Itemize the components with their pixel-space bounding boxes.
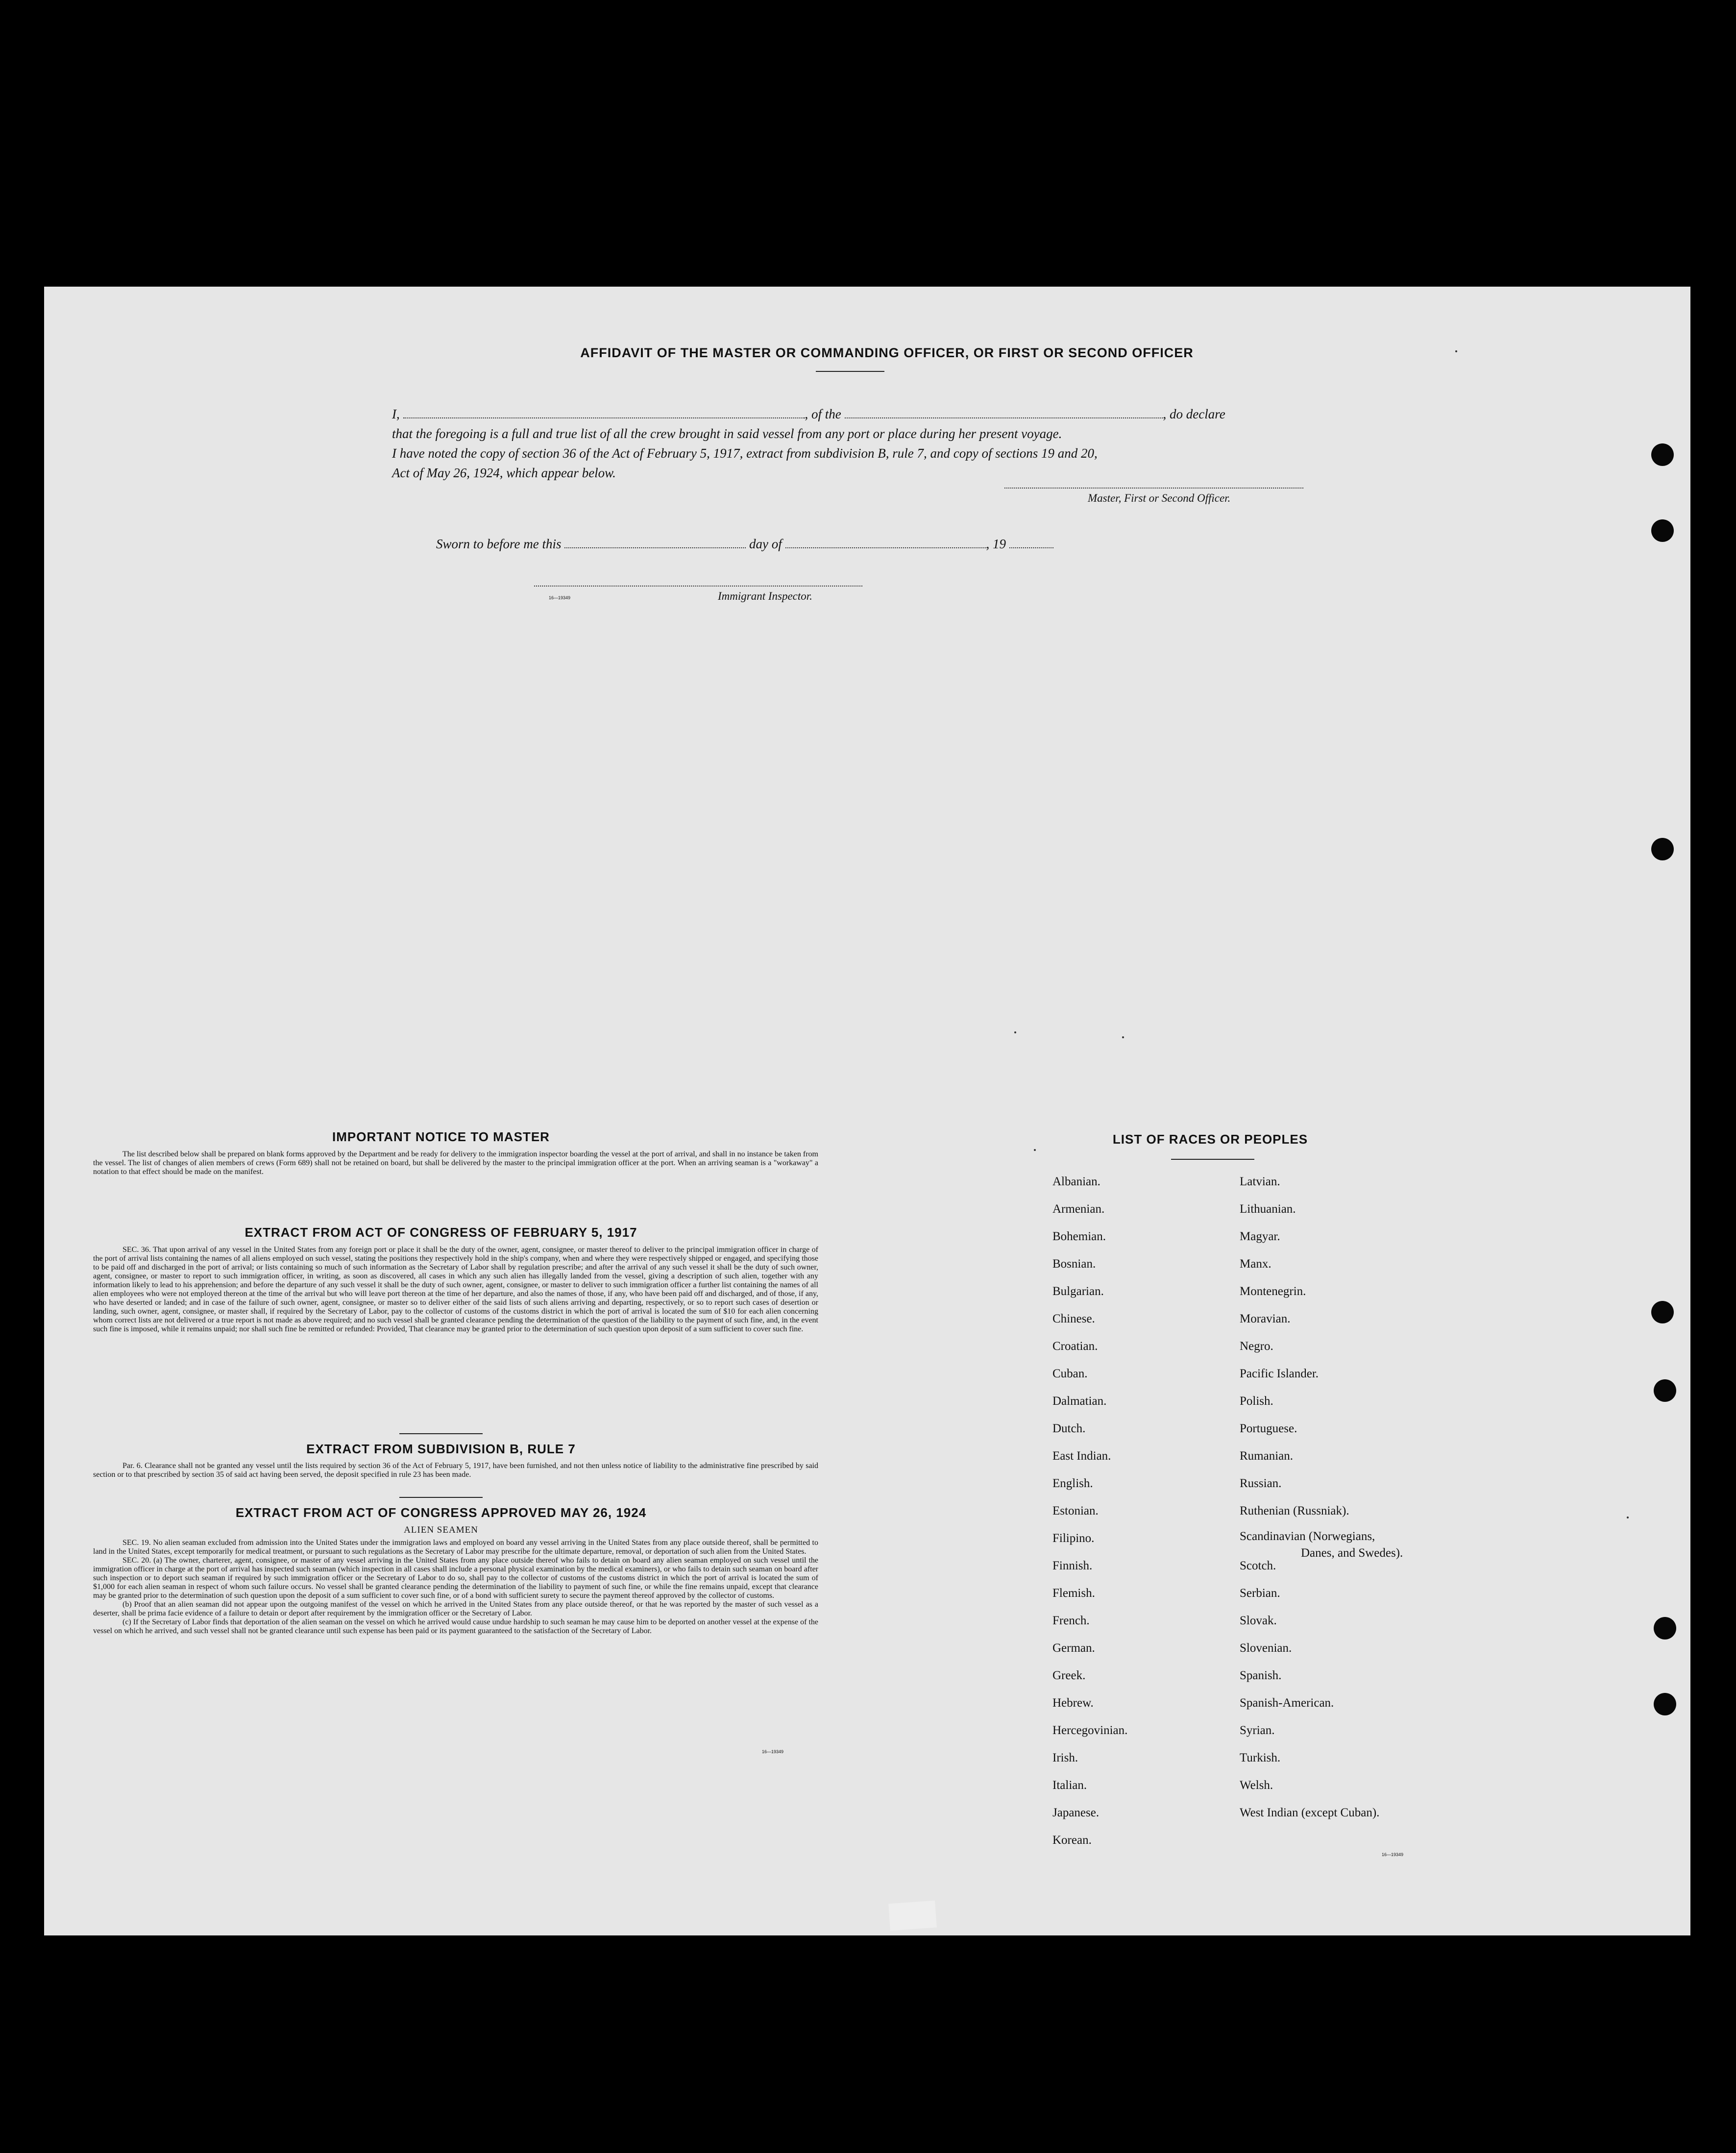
rule7-text: Par. 6. Clearance shall not be granted any vessel until the lists required by section 36 of the Act of February 5, 1917, have been furnished, and not then unless notice of liability to the administrative fine prescribed by said section or to that prescribed by section 35 of said act having been served, the deposit specified in rule 23 has been made. — [93, 1462, 818, 1479]
sec20c-text: (c) If the Secretary of Labor finds that deportation of the alien seaman on the vessel on which he arrived would cause undue hardship to such seaman he may cause him to be deported on another vessel at the expense of the vessel on which he arrived, and such vessel shall not be granted clearance until such expense has been paid or its payment guaranteed to the satisfaction of the Secretary of Labor. — [93, 1618, 818, 1635]
declaration-i: I, — [392, 407, 400, 421]
race-item: Portuguese. — [1240, 1422, 1297, 1435]
document-sheet — [44, 287, 1690, 1935]
vessel-blank[interactable] — [845, 407, 1163, 418]
race-item: Korean. — [1052, 1834, 1092, 1847]
race-item: Montenegrin. — [1240, 1285, 1306, 1298]
race-item: French. — [1052, 1614, 1090, 1627]
sworn-year-prefix: , 19 — [986, 537, 1006, 551]
race-item: Bohemian. — [1052, 1230, 1106, 1243]
race-item: Hercegovinian. — [1052, 1724, 1128, 1737]
sworn-text: Sworn to before me this — [436, 537, 562, 551]
race-item: Serbian. — [1240, 1587, 1280, 1600]
races-title: LIST OF RACES OR PEOPLES — [1112, 1132, 1308, 1147]
affidavit-form-number: 16—19349 — [549, 595, 571, 600]
sworn-month-blank[interactable] — [785, 537, 986, 548]
race-item: Bosnian. — [1052, 1257, 1096, 1271]
race-item: Scandinavian (Norwegians, — [1240, 1530, 1375, 1543]
race-item: Slovak. — [1240, 1614, 1277, 1627]
scan-speck — [1034, 1149, 1036, 1151]
race-item: Scotch. — [1240, 1559, 1276, 1572]
affidavit-declaration — [392, 404, 1323, 483]
races-form-number: 16—19349 — [1382, 1852, 1404, 1857]
race-item: Spanish. — [1240, 1669, 1282, 1682]
race-item: Hebrew. — [1052, 1696, 1094, 1710]
race-item: Rumanian. — [1240, 1449, 1294, 1463]
scan-speck — [1455, 350, 1457, 352]
race-item: Welsh. — [1240, 1779, 1273, 1792]
punch-hole — [1651, 1301, 1674, 1323]
race-item: English. — [1052, 1477, 1093, 1490]
race-item: Pacific Islander. — [1240, 1367, 1319, 1380]
race-item: Bulgarian. — [1052, 1285, 1104, 1298]
extract-1917-title: EXTRACT FROM ACT OF CONGRESS OF FEBRUARY 5, 1917 — [245, 1225, 637, 1240]
inspector-label: Immigrant Inspector. — [718, 590, 812, 602]
race-item: Albanian. — [1052, 1175, 1100, 1188]
declaration-do-declare: , do declare — [1163, 407, 1225, 421]
race-item: Filipino. — [1052, 1532, 1095, 1545]
punch-hole — [1651, 443, 1674, 466]
affidavit-title: AFFIDAVIT OF THE MASTER OR COMMANDING OFFICER, OR FIRST OR SECOND OFFICER — [580, 345, 1194, 360]
declaration-of-the: , of the — [805, 407, 841, 421]
race-item: Manx. — [1240, 1257, 1271, 1271]
divider-2 — [399, 1497, 483, 1498]
race-item: Dalmatian. — [1052, 1395, 1107, 1408]
master-signature-label: Master, First or Second Officer. — [1088, 492, 1231, 504]
title-rule — [816, 371, 884, 372]
declaration-line-3: I have noted the copy of section 36 of the Act of February 5, 1917, extract from subdivision B, rule 7, and copy of sections 19 and 20, — [392, 446, 1098, 461]
extract-form-number: 16—19349 — [762, 1749, 784, 1754]
sworn-day-of: day of — [749, 537, 782, 551]
race-item: Estonian. — [1052, 1504, 1099, 1517]
notice-text: The list described below shall be prepared on blank forms approved by the Department and be ready for delivery to the immigration inspector boarding the vessel at the port of arrival, and shall in no instance be taken from the vessel. The list of changes of alien members of crews (Form 689) shall not be retained on board, but shall be delivered by the master to the principal immigration officer at the port. When an arriving seaman is a "workaway" a notation to that effect should be made on the manifest. — [93, 1150, 818, 1176]
sec20a-text: SEC. 20. (a) The owner, charterer, agent, consignee, or master of any vessel arriving in the United States from any place outside thereof who fails to detain on board any alien seaman employed on such vessel until the immigration officer in charge at the port of arrival has inspected such seaman (which inspection in all cases shall include a personal physical examination by the medical examiners), or who fails to detain such seaman on board after such inspection or to deport such seaman if required by such immigration officer or the Secretary of Labor to do so, shall pay to the collector of customs of the customs district in which the port of arrival is located the sum of $1,000 for each alien seaman in respect of whom such failure occurs. No vessel shall be granted clearance pending the determination of the liability to payment of such fine, or while the fine remains unpaid, except that clearance may be granted prior to the determination of such question upon the deposit of a sum sufficient to cover such fine, or of a bond with sufficient surety to secure the payment thereof approved by the collector of customs. — [93, 1556, 818, 1600]
race-item: Armenian. — [1052, 1202, 1105, 1216]
race-item: Irish. — [1052, 1751, 1078, 1764]
race-item: Spanish-American. — [1240, 1696, 1334, 1710]
punch-hole — [1654, 1617, 1676, 1639]
sec19-text: SEC. 19. No alien seaman excluded from admission into the United States under the immigration laws and employed on board any vessel arriving in the United States from any place outside thereof, shall be permitted to land in the United States, except temporarily for medical treatment, or pursuant to such regulations as the Secretary of Labor may prescribe for the ultimate departure, removal, or deportation of such alien from the United States. — [93, 1539, 818, 1556]
race-item: Flemish. — [1052, 1587, 1095, 1600]
race-item: Chinese. — [1052, 1312, 1095, 1325]
race-item: East Indian. — [1052, 1449, 1111, 1463]
race-item: Syrian. — [1240, 1724, 1275, 1737]
notice-title: IMPORTANT NOTICE TO MASTER — [332, 1129, 550, 1144]
declaration-line-2: that the foregoing is a full and true list of all the crew brought in said vessel from any port or place during her present voyage. — [392, 426, 1062, 441]
race-item: Russian. — [1240, 1477, 1282, 1490]
race-item: Magyar. — [1240, 1230, 1280, 1243]
race-item: Dutch. — [1052, 1422, 1086, 1435]
scan-speck — [1122, 1036, 1124, 1038]
paper-tab — [888, 1901, 937, 1931]
extract-1924-subtitle: ALIEN SEAMEN — [404, 1525, 478, 1535]
sworn-day-blank[interactable] — [564, 537, 746, 548]
punch-hole — [1651, 519, 1674, 542]
race-item: Danes, and Swedes). — [1301, 1546, 1403, 1560]
punch-hole — [1654, 1379, 1676, 1402]
race-item: Negro. — [1240, 1340, 1273, 1353]
punch-hole — [1651, 838, 1674, 860]
sec20b-text: (b) Proof that an alien seaman did not appear upon the outgoing manifest of the vessel on which he arrived in the United States from any place outside thereof, or that he was reported by the master of such vessel as a deserter, shall be prima facie evidence of a failure to detain or deport after requirement by the immigration officer or the Secretary of Labor. — [93, 1600, 818, 1617]
extract-1924-title: EXTRACT FROM ACT OF CONGRESS APPROVED MAY 26, 1924 — [235, 1505, 647, 1520]
race-item: Turkish. — [1240, 1751, 1281, 1764]
race-item: Croatian. — [1052, 1340, 1098, 1353]
race-item: Japanese. — [1052, 1806, 1100, 1819]
scan-speck — [1627, 1517, 1629, 1518]
race-item: Italian. — [1052, 1779, 1087, 1792]
race-item: Lithuanian. — [1240, 1202, 1296, 1216]
race-item: Ruthenian (Russniak). — [1240, 1504, 1349, 1517]
races-rule — [1171, 1159, 1254, 1160]
inspector-signature-line[interactable] — [534, 586, 862, 587]
extract-1924-body — [93, 1539, 818, 1636]
extract-1917-text: SEC. 36. That upon arrival of any vessel in the United States from any foreign port or place it shall be the duty of the owner, agent, consignee, or master thereof to deliver to the principal immigration officer in charge of the port of arrival lists containing the names of all aliens employed on such vessel, stating the positions they respectively hold in the ship's company, when and where they were respectively shipped or engaged, and specifying those to be paid off and discharged in the port of arrival; or lists containing so much of such information as the Secretary of Labor shall by regulation prescribe; and after the arrival of any such vessel it shall be the duty of such owner, agent, consignee, or master to report to such immigration officer, in writing, as soon as discovered, all cases in which any such alien has illegally landed from the vessel, giving a description of such alien, together with any information likely to lead to his apprehension; and before the departure of any such vessel it shall be the duty of such owner, agent, consignee, or master to deliver to such immigration officer a further list containing the names of all alien employees who were not employed thereon at the time of the arrival but who will leave port thereon at the time of her departure, and also the names of those, if any, who have been paid off and discharged, and of those, if any, who have deserted or landed; and in case of the failure of such owner, agent, consignee, or master so to deliver either of the said lists of such aliens arriving and departing, respectively, or so to report such cases of desertion or landing, such owner, agent, consignee, or master shall, if required by the Secretary of Labor, pay to the collector of customs of the customs district in which the port of arrival is located the sum of $10 for each alien concerning whom correct lists are not delivered or a true report is not made as above required; and no such vessel shall be granted clearance pending the determination of the question of the liability to the payment of such fine, and, in the event such fine is imposed, while it remains unpaid; nor shall such fine be remitted or refunded: Provided, That clearance may be granted prior to the determination of such question upon deposit of a sum sufficient to cover such fine. — [93, 1246, 818, 1333]
divider-1 — [399, 1433, 483, 1434]
rule7-title: EXTRACT FROM SUBDIVISION B, RULE 7 — [306, 1442, 576, 1456]
punch-hole — [1654, 1693, 1676, 1715]
race-item: Latvian. — [1240, 1175, 1280, 1188]
race-item: Finnish. — [1052, 1559, 1093, 1572]
race-item: West Indian (except Cuban). — [1240, 1806, 1380, 1819]
race-item: Cuban. — [1052, 1367, 1088, 1380]
declaration-line-4: Act of May 26, 1924, which appear below. — [392, 465, 616, 480]
sworn-line — [436, 534, 1053, 554]
race-item: Moravian. — [1240, 1312, 1291, 1325]
race-item: Slovenian. — [1240, 1641, 1292, 1655]
scan-speck — [1014, 1031, 1016, 1033]
name-blank[interactable] — [403, 407, 805, 418]
sworn-year-blank[interactable] — [1009, 537, 1053, 548]
race-item: German. — [1052, 1641, 1095, 1655]
race-item: Greek. — [1052, 1669, 1086, 1682]
race-item: Polish. — [1240, 1395, 1273, 1408]
